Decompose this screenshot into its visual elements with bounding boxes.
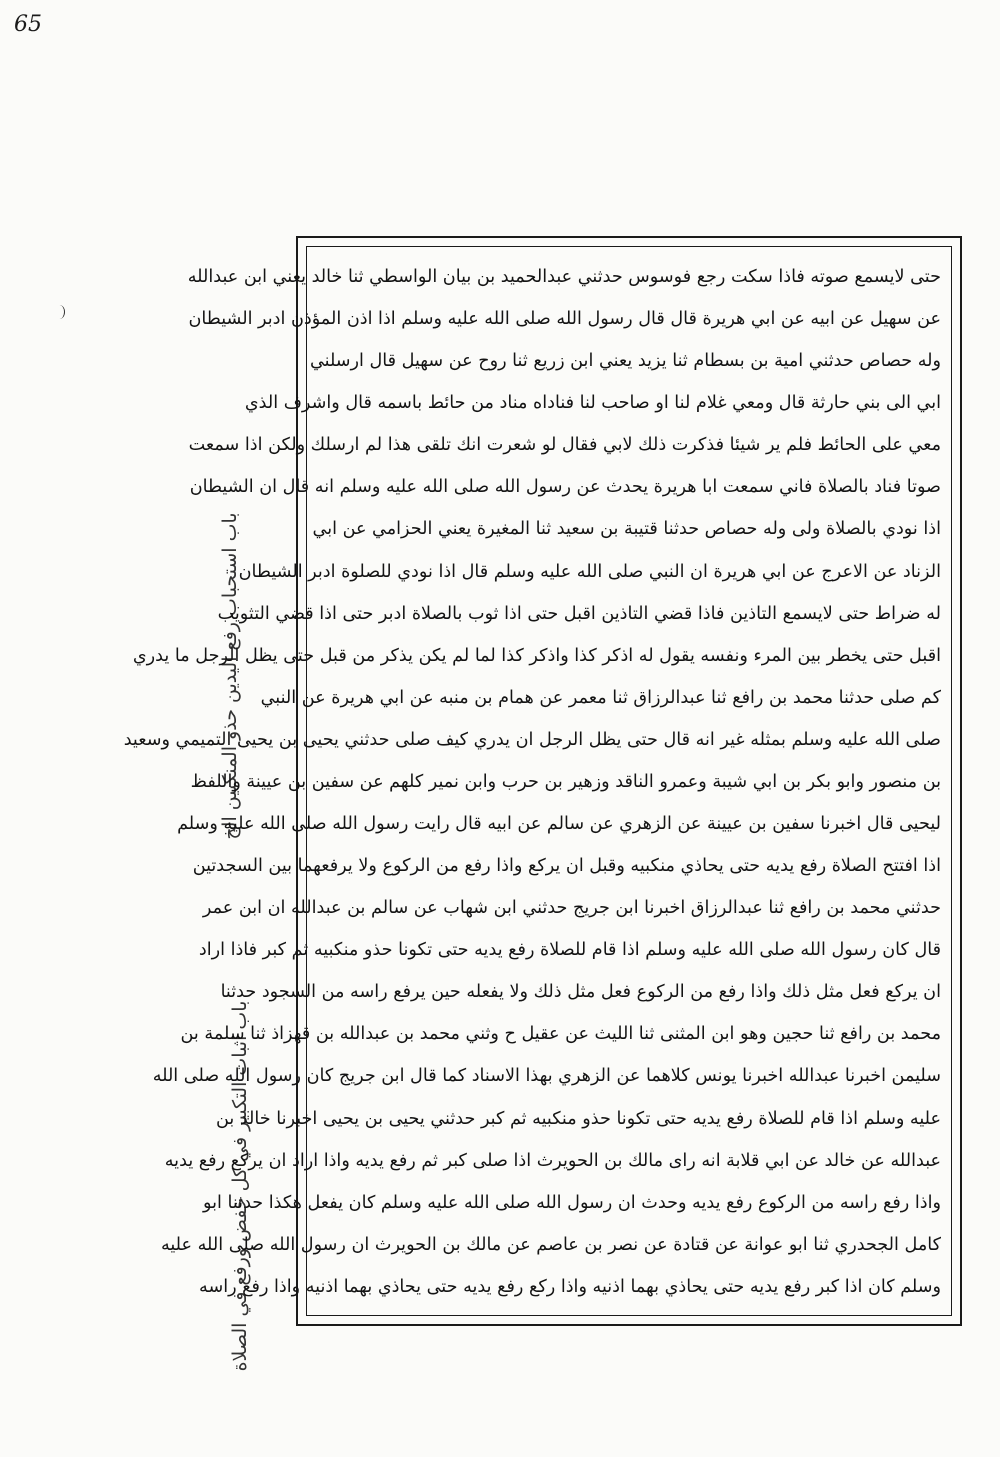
text-line: ابي الى بني حارثة قال ومعي غلام لنا او صاحب لنا فناداه مناد من حائط باسمه قال واشرف الذي	[244, 393, 941, 414]
margin-mark	[54, 305, 65, 319]
text-line: سليمن اخبرنا عبدالله اخبرنا يونس كلاهما عن الزهري بهذا الاسناد كما قال ابن جريج كان رسول الله صلى الله	[152, 1066, 941, 1087]
text-line: عن سهيل عن ابيه عن ابي هريرة قال قال رسول الله صلى الله عليه وسلم اذا اذن المؤذن ادبر الشيطان	[188, 309, 941, 330]
text-line: معي على الحائط فلم ير شيئا فذكرت ذلك لابي فقال لو شعرت انك تلقى هذا لم ارسلك ولكن اذا سمعت	[188, 435, 941, 456]
text-line: وله حصاص حدثني امية بن بسطام ثنا يزيد يعني ابن زريع ثنا روح عن سهيل قال ارسلني	[310, 351, 941, 372]
margin-note-chapter-1: باب استحباب رفع اليدين حذو المنكبين الخ	[219, 512, 241, 840]
margin-note-chapter-2: باب اثبات التكبير في كل خفض ورفع في الصلاة	[229, 1000, 251, 1372]
text-line: حتى لايسمع صوته فاذا سكت رجع فوسوس حدثني عبدالحميد بن بيان الواسطي ثنا خالد يعني ابن عبدالله	[187, 267, 941, 287]
text-line: الزناد عن الاعرج عن ابي هريرة ان النبي صلى الله عليه وسلم قال اذا نودي للصلوة ادبر الشيطان	[238, 561, 941, 582]
text-line: عليه وسلم اذا قام للصلاة رفع يديه حتى تكونا حذو منكبيه ثم كبر حدثني يحيى بن يحيى اخبرنا خالد بن	[215, 1108, 941, 1129]
text-line: كامل الجحدري ثنا ابو عوانة عن قتادة عن نصر بن عاصم عن مالك بن الحويرث ان رسول الله صلى الله عليه	[160, 1234, 941, 1255]
text-line: كم صلى حدثنا محمد بن رافع ثنا عبدالرزاق ثنا معمر عن همام بن منبه عن ابي هريرة عن النبي	[260, 687, 941, 708]
text-line: حدثني محمد بن رافع ثنا عبدالرزاق اخبرنا ابن جريج حدثني ابن شهاب عن سالم بن عبدالله ان ابن عمر	[202, 898, 941, 919]
page-number: 65	[14, 12, 42, 37]
text-line: بن منصور وابو بكر بن ابي شيبة وعمرو الناقد وزهير بن حرب وابن نمير كلهم عن سفين بن عيينة واللفظ	[190, 771, 941, 792]
text-line: ليحيى قال اخبرنا سفين بن عيينة عن الزهري عن سالم عن ابيه قال رايت رسول الله صلى الله عليه وسلم	[177, 814, 941, 835]
text-line: واذا رفع راسه من الركوع رفع يديه وحدث ان رسول الله صلى الله عليه وسلم كان يفعل هكذا حدثنا ابو	[203, 1192, 941, 1213]
text-line: وسلم كان اذا كبر رفع يديه حتى يحاذي بهما اذنيه واذا ركع رفع يديه حتى يحاذي بهما اذنيه واذا رفع راسه	[199, 1276, 941, 1297]
text-line: صوتا فناد بالصلاة فاني سمعت ابا هريرة يحدث عن رسول الله صلى الله عليه وسلم انه قال ان الشيطان	[189, 477, 941, 498]
text-line: اقبل حتى يخطر بين المرء ونفسه يقول له اذكر كذا واذكر كذا لما لم يكن يذكر من قبل حتى يظل الرجل ما يدري	[132, 645, 941, 666]
text-line: قال كان رسول الله صلى الله عليه وسلم اذا قام للصلاة رفع يديه حتى تكونا حذو منكبيه ثم كبر فاذا اراد	[198, 940, 941, 961]
text-line: اذا نودي بالصلاة ولى وله حصاص حدثنا قتيبة بن سعيد ثنا المغيرة يعني الحزامي عن ابي	[312, 519, 941, 540]
text-line: محمد بن رافع ثنا حجين وهو ابن المثنى ثنا الليث عن عقيل ح وثني محمد بن عبدالله بن قهزاذ ثنا سلمة بن	[180, 1024, 941, 1045]
text-line: اذا افتتح الصلاة رفع يديه حتى يحاذي منكبيه وقبل ان يركع واذا رفع من الركوع ولا يرفعهما بين السجدتين	[192, 856, 941, 877]
text-line: له ضراط حتى لايسمع التاذين فاذا قضي التاذين اقبل حتى اذا ثوب بالصلاة ادبر حتى اذا قضي التثويب	[217, 603, 941, 624]
text-line: صلى الله عليه وسلم بمثله غير انه قال حتى يظل الرجل ان يدري كيف صلى حدثني يحيى بن يحيى التميمي وسعيد	[123, 729, 941, 750]
text-line: ان يركع فعل مثل ذلك واذا رفع من الركوع فعل مثل ذلك ولا يفعله حين يرفع راسه من السجود حدثنا	[220, 982, 941, 1003]
text-line: عبدالله عن خالد عن ابي قلابة انه راى مالك بن الحويرث اذا صلى كبر ثم رفع يديه واذا اراد ان يركع رفع يديه	[164, 1150, 941, 1171]
